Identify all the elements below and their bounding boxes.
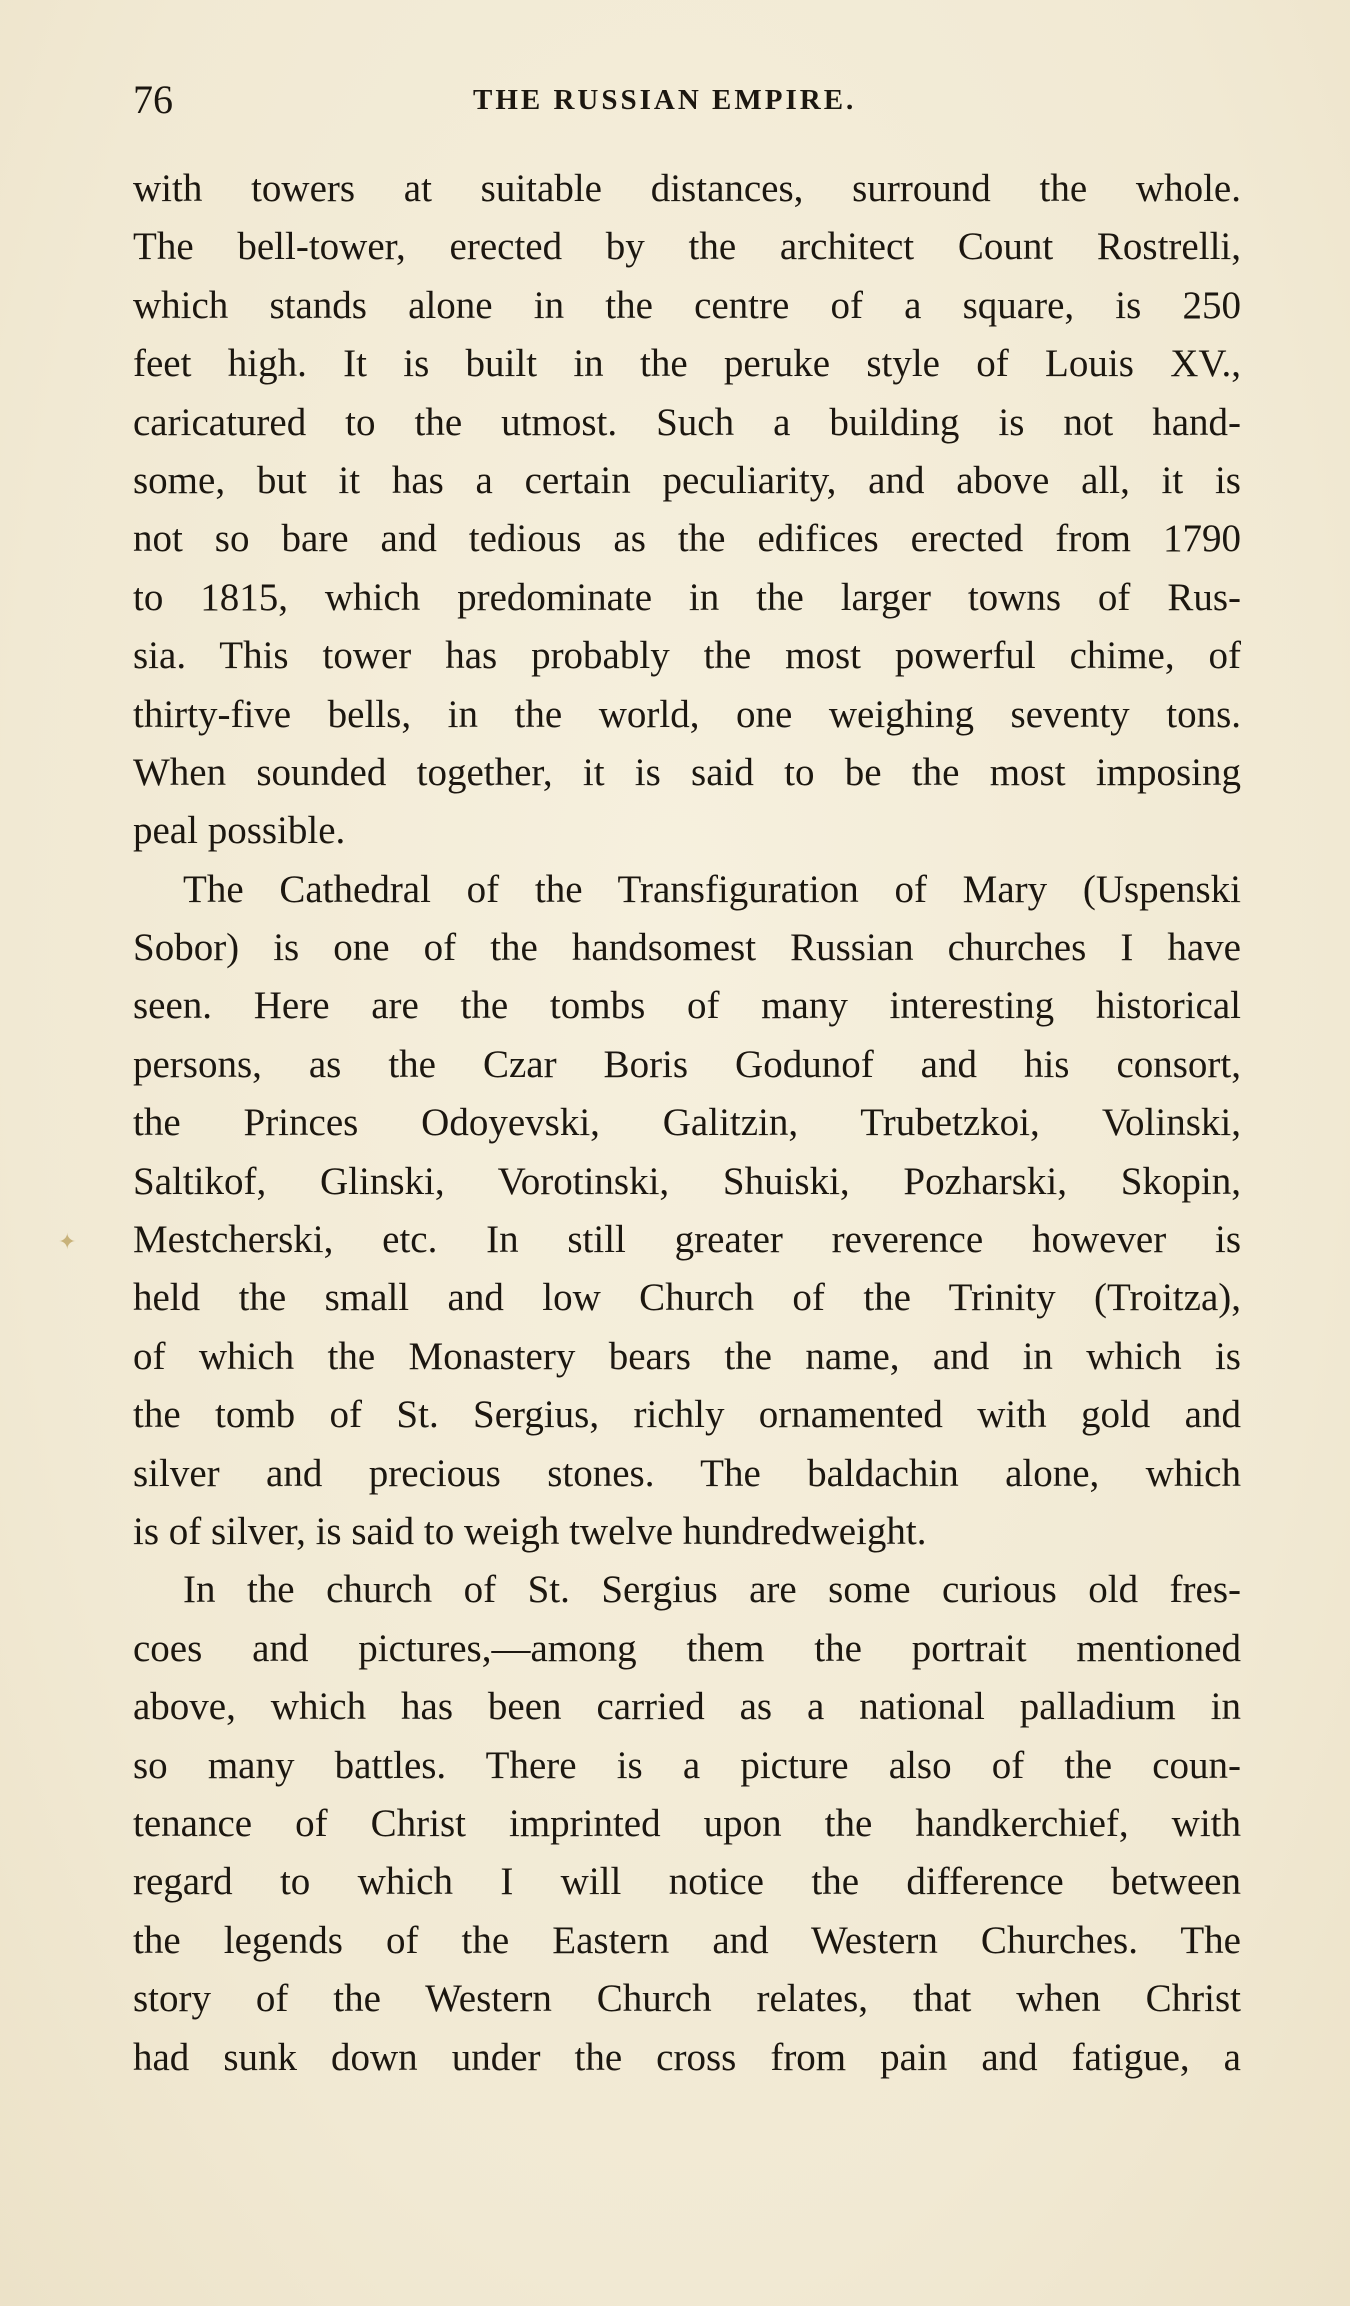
text-line: coes and pictures,—among them the portrait mentioned xyxy=(133,1626,1241,1670)
text-line: tenance of Christ imprinted upon the handkerchief, with xyxy=(133,1801,1241,1845)
text-line: caricatured to the utmost. Such a building is not hand- xyxy=(133,400,1241,444)
text-line: When sounded together, it is said to be the most imposing xyxy=(133,750,1241,794)
page-header xyxy=(133,70,1241,130)
running-title: THE RUSSIAN EMPIRE. xyxy=(473,84,857,116)
text-line: The bell-tower, erected by the architect Count Rostrelli, xyxy=(133,225,1241,269)
text-line: seen. Here are the tombs of many interesting historical xyxy=(133,984,1241,1028)
text-line: not so bare and tedious as the edifices erected from 1790 xyxy=(133,517,1241,561)
text-line: the tomb of St. Sergius, richly ornamented with gold and xyxy=(133,1393,1241,1437)
text-line: peal possible. xyxy=(133,809,346,853)
text-line: regard to which I will notice the difference between xyxy=(133,1860,1241,1904)
text-line: story of the Western Church relates, that when Christ xyxy=(133,1977,1241,2021)
text-line: sia. This tower has probably the most powerful chime, of xyxy=(133,634,1241,678)
text-line: some, but it has a certain peculiarity, and above all, it is xyxy=(133,458,1241,502)
text-line: thirty-five bells, in the world, one weighing seventy tons. xyxy=(133,692,1241,736)
text-line: Sobor) is one of the handsomest Russian churches I have xyxy=(133,926,1241,970)
page-number: 76 xyxy=(133,77,173,122)
text-line: of which the Monastery bears the name, and in which is xyxy=(133,1334,1241,1378)
text-line: persons, as the Czar Boris Godunof and his consort, xyxy=(133,1042,1241,1086)
text-line: Mestcherski, etc. In still greater reverence however is xyxy=(133,1218,1241,1262)
text-line: to 1815, which predominate in the larger towns of Rus- xyxy=(133,575,1241,619)
text-line: the legends of the Eastern and Western Churches. The xyxy=(133,1918,1241,1962)
text-line: feet high. It is built in the peruke style of Louis XV., xyxy=(133,342,1241,386)
paragraph-start-line: In the church of St. Sergius are some curious old fres- xyxy=(183,1568,1241,1612)
text-line: held the small and low Church of the Trinity (Troitza), xyxy=(133,1276,1241,1320)
text-line: which stands alone in the centre of a square, is 250 xyxy=(133,283,1241,327)
text-line: the Princes Odoyevski, Galitzin, Trubetzkoi, Volinski, xyxy=(133,1101,1241,1145)
text-line: silver and precious stones. The baldachin alone, which xyxy=(133,1451,1241,1495)
text-line: with towers at suitable distances, surround the whole. xyxy=(133,167,1241,210)
text-line: had sunk down under the cross from pain and fatigue, a xyxy=(133,2035,1241,2079)
text-line: Saltikof, Glinski, Vorotinski, Shuiski, Pozharski, Skopin, xyxy=(133,1159,1241,1203)
margin-mark: ✦ xyxy=(58,1230,77,1255)
body-text xyxy=(133,160,1241,2087)
paragraph-start-line: The Cathedral of the Transfiguration of Mary (Uspenski xyxy=(183,867,1241,911)
text-line: so many battles. There is a picture also of the coun- xyxy=(133,1743,1241,1787)
text-line: is of silver, is said to weigh twelve hundredweight. xyxy=(133,1509,927,1553)
text-line: above, which has been carried as a national palladium in xyxy=(133,1685,1241,1729)
